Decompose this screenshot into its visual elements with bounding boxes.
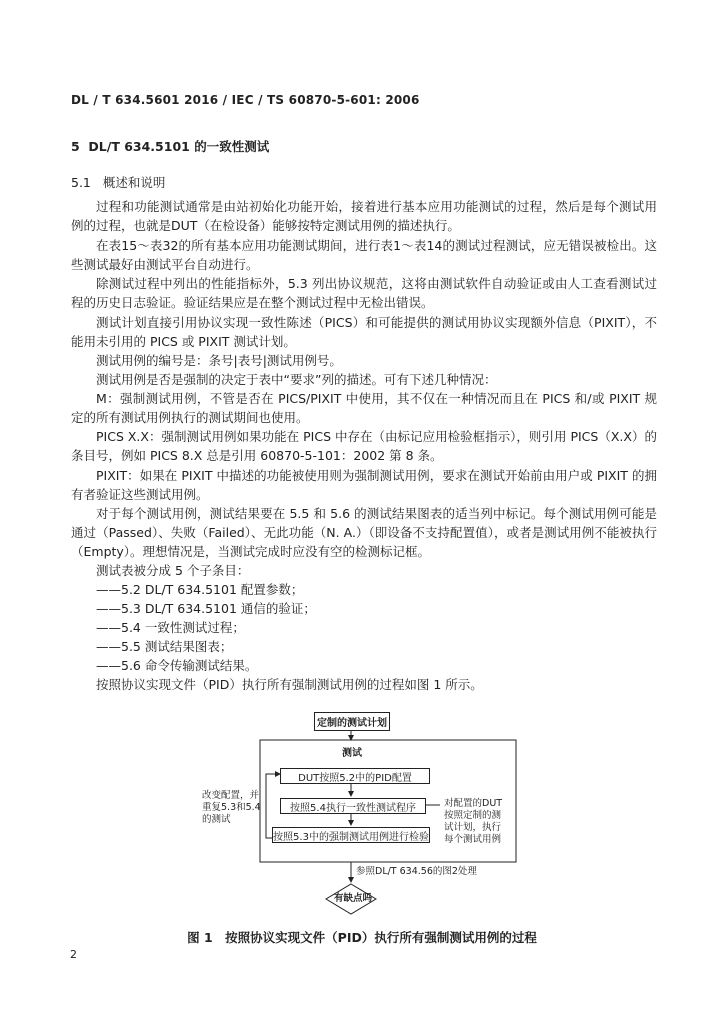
section-number: 5	[71, 139, 80, 154]
paragraph-7: M：强制测试用例，不管是否在 PICS/PIXIT 中使用，其不仅在一种情况而且在 PICS 和/或 PIXIT 规定的所有测试用例执行的测试期间也使用。	[71, 391, 657, 425]
subsection-number: 5.1	[71, 175, 91, 190]
flowchart-figure	[190, 708, 560, 918]
left-loop-note: 改变配置，并重复5.3和5.4的测试	[202, 790, 261, 825]
paragraph-10: 对于每个测试用例，测试结果要在 5.5 和 5.6 的测试结果图表的适当列中标记。每个测试用例可能是通过（Passed）、失败（Failed）、无此功能（N. A.）（即设备不支持配置值），或者是测试用例不能被执行（Empty）。理想情况是，当测试完成时应没有空的检测标记框。	[71, 506, 657, 559]
subsection-heading	[71, 173, 165, 191]
custom-test-plan-box: 定制的测试计划	[314, 712, 390, 731]
paragraph-3: 除测试过程中列出的性能指标外，5.3 列出协议规范，这将由测试软件自动验证或由人工查看测试过程的历史日志验证。验证结果应是在整个测试过程中无检出错误。	[71, 276, 657, 310]
paragraph-9: PIXIT：如果在 PIXIT 中描述的功能被使用则为强制测试用例，要求在测试开始前由用户或 PIXIT 的拥有者验证这些测试用例。	[71, 468, 657, 502]
closing-paragraph: 按照协议实现文件（PID）执行所有强制测试用例的过程如图 1 所示。	[96, 677, 483, 692]
page-number: 2	[70, 948, 77, 961]
paragraph-11: 测试表被分成 5 个子条目：	[96, 563, 250, 578]
list-item: ——5.5 测试结果图表；	[96, 639, 233, 654]
paragraph-8: PICS X.X：强制测试用例如果功能在 PICS 中存在（由标记应用检验框指示），则引用 PICS（X.X）的条目号，例如 PICS 8.X 总是引用 60870-5-101：2002 第 8 条。	[71, 429, 657, 463]
list-item: ——5.3 DL/T 634.5101 通信的验证；	[96, 601, 316, 616]
figure-caption: 图 1 按照协议实现文件（PID）执行所有强制测试用例的过程	[187, 930, 537, 945]
paragraph-1: 过程和功能测试通常是由站初始化功能开始，接着进行基本应用功能测试的过程，然后是每个测试用例的过程，也就是DUT（在检设备）能够按特定测试用例的描述执行。	[71, 199, 657, 233]
paragraph-4: 测试计划直接引用协议实现一致性陈述（PICS）和可能提供的测试用协议实现额外信息（PIXIT），不能用未引用的 PICS 或 PIXIT 测试计划。	[71, 315, 657, 349]
step-conformance-box: 按照5.4执行一致性测试程序	[280, 798, 426, 814]
running-header: DL / T 634.5601 2016 / IEC / TS 60870-5-601: 2006	[71, 93, 420, 107]
subsection-title: 概述和说明	[102, 175, 166, 190]
paragraph-2: 在表15～表32的所有基本应用功能测试期间，进行表1～表14的测试过程测试，应无错误被检出。这些测试最好由测试平台自动进行。	[71, 238, 657, 272]
step-verify-box: 按照5.3中的强制测试用例进行检验	[272, 827, 430, 843]
paragraph-5: 测试用例的编号是：条号|表号|测试用例号。	[96, 353, 342, 368]
section-title: DL/T 634.5101 的一致性测试	[88, 139, 270, 154]
list-item: ——5.2 DL/T 634.5101 配置参数；	[96, 582, 304, 597]
reference-note: 参照DL/T 634.56的图2处理	[356, 866, 477, 877]
paragraph-6: 测试用例是否是强制的决定于表中“要求”列的描述。可有下述几种情况：	[96, 372, 497, 387]
test-frame-label: 测试	[342, 748, 362, 759]
section-heading	[71, 137, 269, 155]
step-configure-box: DUT按照5.2中的PID配置	[280, 768, 430, 784]
list-item: ——5.4 一致性测试过程；	[96, 620, 245, 635]
list-item: ——5.6 命令传输测试结果。	[96, 658, 258, 673]
right-bracket-note: 对配置的DUT按照定制的测试计划，执行每个测试用例	[444, 798, 503, 845]
decision-label: 有缺点吗	[334, 893, 373, 904]
